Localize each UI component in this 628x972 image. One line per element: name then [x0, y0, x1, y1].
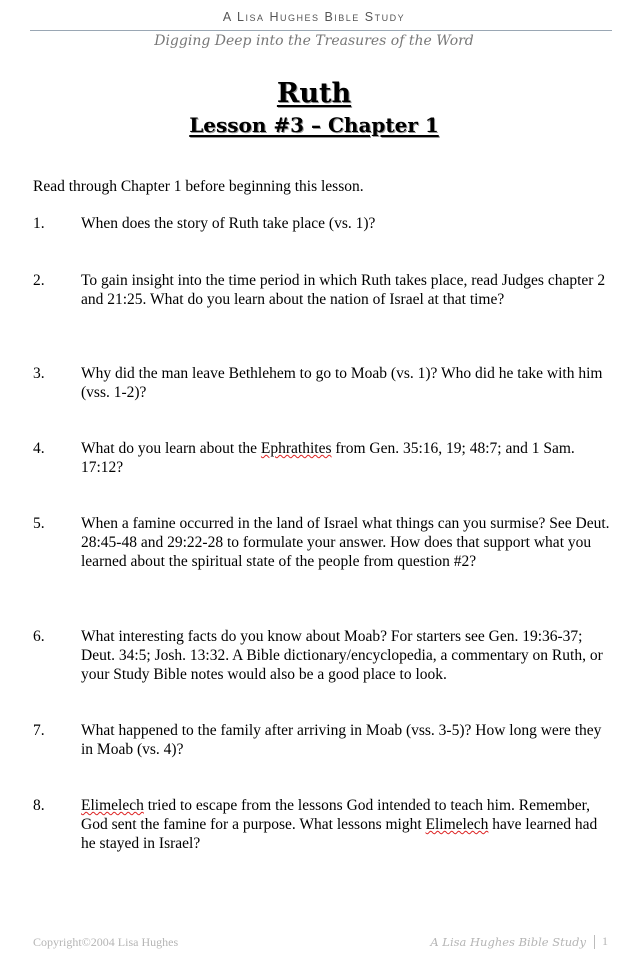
question-text-part: tried to escape from the lessons God intended to teach him. Remember, God sent the famine for a purpose. What lessons might [81, 797, 591, 833]
question-number: 1. [33, 215, 45, 232]
footer-study-name: A Lisa Hughes Bible Study [430, 934, 586, 949]
question-text-part: What do you learn about the [81, 440, 261, 457]
question-text: When a famine occurred in the land of Israel what things can you surmise? See Deut. 28:45-48 and 29:22-28 to formulate your answer. How does that support what you learned about the spiritual state of the people from question #2? [81, 515, 610, 570]
question-text-part: have learned had he stayed in Israel? [81, 816, 598, 852]
question-number: 2. [33, 272, 45, 289]
footer-study-info [430, 934, 608, 949]
question-text: When does the story of Ruth take place (vs. 1)? [81, 215, 376, 232]
question-text: To gain insight into the time period in which Ruth takes place, read Judges chapter 2 and 21:25. What do you learn about the nation of Israel at that time? [81, 272, 606, 308]
question-number: 7. [33, 722, 45, 739]
question-number: 3. [33, 365, 45, 382]
study-tagline: Digging Deep into the Treasures of the Word [154, 33, 474, 49]
question-text: Why did the man leave Bethlehem to go to Moab (vs. 1)? Who did he take with him (vss. 1-2)? [81, 365, 603, 401]
lesson-subtitle: Lesson #3 – Chapter 1 [189, 113, 439, 137]
question-number: 8. [33, 797, 45, 814]
footer-copyright: Copyright©2004 Lisa Hughes [33, 935, 179, 949]
question-text [81, 439, 611, 477]
question-number: 6. [33, 628, 45, 645]
question-text: What happened to the family after arriving in Moab (vss. 3-5)? How long were they in Moab (vs. 4)? [81, 722, 602, 758]
spellcheck-flagged-word: Elimelech [81, 797, 144, 814]
question-text: What interesting facts do you know about Moab? For starters see Gen. 19:36-37; Deut. 34:5; Josh. 13:32. A Bible dictionary/encyclopedia, a commentary on Ruth, or your Study Bible notes would also be a good place to look. [81, 628, 603, 683]
study-series-title: A Lisa Hughes Bible Study [222, 10, 406, 24]
question-number: 5. [33, 515, 45, 532]
intro-instruction: Read through Chapter 1 before beginning this lesson. [33, 178, 364, 195]
footer-divider [594, 935, 595, 949]
question-number: 4. [33, 440, 45, 457]
page-number: 1 [602, 934, 608, 948]
header-divider [30, 30, 612, 31]
question-text [81, 796, 611, 853]
document-title: Ruth [276, 78, 352, 109]
spellcheck-flagged-word: Elimelech [425, 816, 489, 833]
question-text-part: from Gen. 35:16, 19; 48:7; and 1 Sam. 17:12? [81, 440, 575, 476]
spellcheck-flagged-word: Ephrathites [260, 440, 332, 457]
